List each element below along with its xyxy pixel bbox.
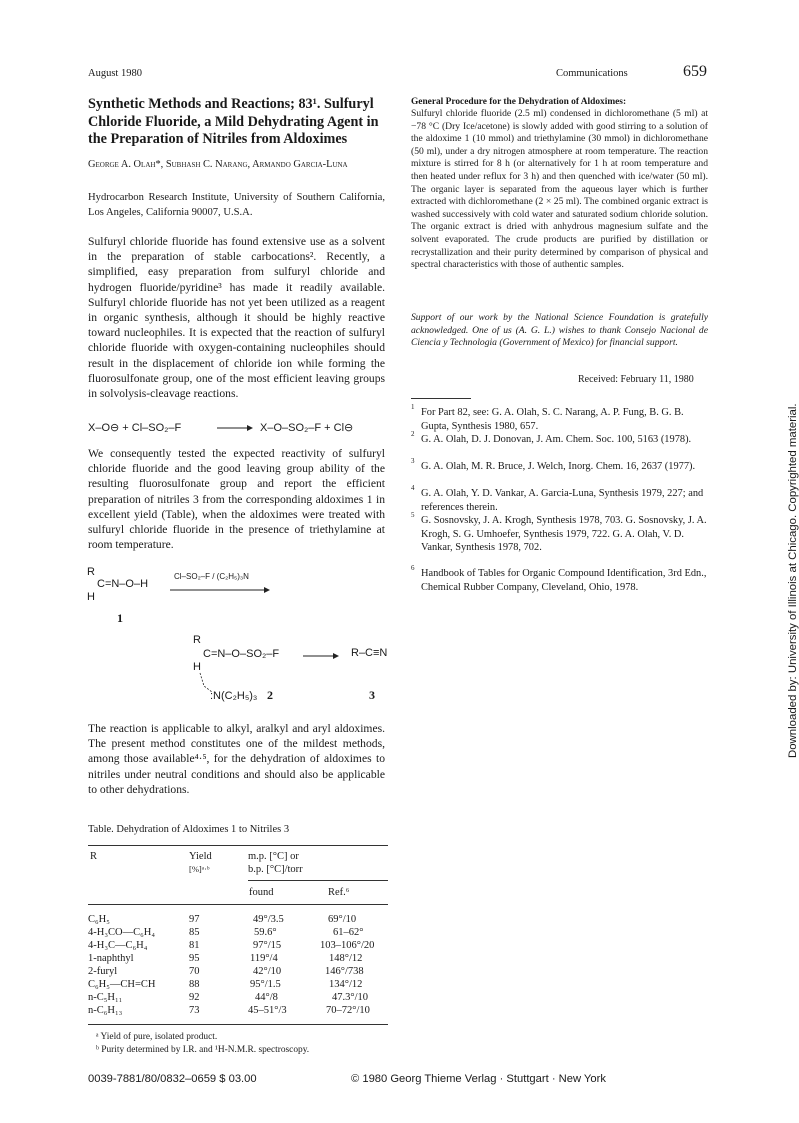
cell-found: 59.6° (254, 927, 277, 938)
col-header-mp: m.p. [°C] or (248, 851, 299, 862)
col-header-yield-unit: [%]ᵃ·ᵇ (189, 864, 210, 874)
col-header-ref: Ref.⁶ (328, 887, 350, 898)
cell-r: n-C₅H₁₁ (88, 992, 123, 1003)
procedure-heading: General Procedure for the Dehydration of Aldoximes: (411, 97, 627, 107)
reference-number: 3 (411, 457, 415, 465)
cell-found: 49°/3.5 (253, 914, 284, 925)
reference-text: Handbook of Tables for Organic Compound Identification, 3rd Edn., Chemical Rubber Company, Cleveland, Ohio, 1978. (421, 568, 707, 593)
cell-yield: 81 (189, 940, 200, 951)
cell-r: 2-furyl (88, 966, 118, 977)
col-header-yield: Yield (189, 851, 212, 862)
cell-yield: 85 (189, 927, 200, 938)
scheme-reagent: Cl–SO₂–F / (C₂H₅)₃N (174, 572, 249, 581)
reference-text: G. A. Olah, M. R. Bruce, J. Welch, Inorg. Chem. 16, 2637 (1977). (421, 461, 696, 472)
cell-found: 42°/10 (253, 966, 282, 977)
cell-r: n-C₆H₁₃ (88, 1005, 123, 1016)
intro-paragraph: Sulfuryl chloride fluoride has found extensive use as a solvent in the preparation of stable carbocations². Recently, a simplified, easy preparation from sulfuryl chloride and hydrogen fluoride/pyridine³ has made it readily available. Sulfuryl chloride fluoride has not yet been utilized as a reagent in organic synthesis, although it should be highly reactive toward nucleophiles. It is expected that the reaction of sulfuryl chloride fluoride with oxygen-containing nucleophiles should result in the displacement of chloride ion while forming the fluorosulfonate group, one of the most efficient leaving groups in solvolysis-cleavage reactions. (88, 235, 385, 401)
references-rule (411, 398, 471, 399)
cell-r: C₆H₅—CH=CH (88, 979, 156, 990)
copyright-line: © 1980 Georg Thieme Verlag · Stuttgart · New York (351, 1073, 606, 1085)
cell-ref: 69°/10 (328, 914, 357, 925)
cell-yield: 88 (189, 979, 200, 990)
table-row (88, 914, 388, 927)
reference-text: G. A. Olah, Y. D. Vankar, A. Garcia-Luna, Synthesis 1979, 227; and references therein. (421, 488, 704, 513)
reference-text: G. Sosnovsky, J. A. Krogh, Synthesis 1978, 703. G. Sosnovsky, J. A. Krogh, S. G. Umhoefer, Synthesis 1979, 722. G. A. Olah, V. D. Vankar, Synthesis 1978, 702. (421, 515, 707, 554)
table-bottom-rule (88, 1024, 388, 1025)
cell-yield: 95 (189, 953, 200, 964)
table-footnote-a: ᵃ Yield of pure, isolated product. (96, 1032, 218, 1042)
compound-label-1: 1 (117, 611, 123, 625)
page-number: 659 (683, 63, 707, 80)
col-header-found: found (249, 887, 274, 898)
affiliation: Hydrocarbon Research Institute, University of Southern California, Los Angeles, California 90007, U.S.A. (88, 192, 385, 218)
table-row (88, 992, 388, 1005)
electron-push-arrow-icon (199, 672, 213, 694)
table-subheader-rule (248, 880, 388, 881)
running-date: August 1980 (88, 68, 142, 79)
acknowledgment: Support of our work by the National Science Foundation is gratefully acknowledged. One of us (A. G. L.) wishes to thank Consejo Nacional de Ciencia y Technologia (Government of Mexico) for financial support. (411, 312, 708, 349)
table-header-rule (88, 904, 388, 905)
cell-found: 95°/1.5 (250, 979, 281, 990)
table-row (88, 953, 388, 966)
cell-ref: 61–62° (333, 927, 364, 938)
author-list: George A. Olah*, Subhash C. Narang, Armando Garcia-Luna (88, 159, 348, 170)
cell-yield: 97 (189, 914, 200, 925)
scheme-arrow-icon (170, 582, 270, 592)
cell-found: 45–51°/3 (248, 1005, 287, 1016)
results-paragraph: We consequently tested the expected reactivity of sulfuryl chloride fluoride and the good leaving group ability of the resulting fluorosulfonate group and report the efficient preparation of nitriles 3 from the corresponding aldoximes 1 in excellent yield (Table), when the aldoximes were treated with sulfuryl chloride fluoride in the presence of triethylamine at room temperature. (88, 447, 385, 552)
cell-r: 1-naphthyl (88, 953, 134, 964)
cell-ref: 47.3°/10 (332, 992, 368, 1003)
article-title: Synthetic Methods and Reactions; 83¹. Sulfuryl Chloride Fluoride, a Mild Dehydrating Agent in the Preparation of Nitriles from Aldoximes (88, 96, 379, 147)
cell-found: 44°/8 (255, 992, 278, 1003)
cell-ref: 148°/12 (329, 953, 363, 964)
cell-ref: 70–72°/10 (326, 1005, 370, 1016)
cell-ref: 103–106°/20 (320, 940, 375, 951)
cell-yield: 92 (189, 992, 200, 1003)
table-header-row-2 (88, 864, 388, 877)
table-row (88, 979, 388, 992)
reference-number: 1 (411, 403, 415, 411)
cell-ref: 134°/12 (329, 979, 363, 990)
table-header-row (88, 851, 388, 864)
cell-yield: 73 (189, 1005, 200, 1016)
reference-text: G. A. Olah, D. J. Donovan, J. Am. Chem. Soc. 100, 5163 (1978). (421, 434, 692, 445)
table-top-rule (88, 845, 388, 846)
cell-yield: 70 (189, 966, 200, 977)
intermediate-r-group: R (193, 634, 201, 646)
table-footnote-b: ᵇ Purity determined by I.R. and ¹H-N.M.R. spectroscopy. (96, 1045, 310, 1055)
reference-number: 5 (411, 511, 415, 519)
table-row (88, 927, 388, 940)
intermediate-structure: C=N–O–SO₂–F (203, 648, 280, 660)
cell-r: C₆H₅ (88, 914, 110, 925)
table-row (88, 966, 388, 979)
reference-number: 4 (411, 484, 415, 492)
cell-found: 97°/15 (253, 940, 282, 951)
equation-products: X–O–SO₂–F + Cl⊖ (260, 422, 354, 434)
article-code: 0039-7881/80/0832–0659 $ 03.00 (88, 1073, 257, 1085)
scheme-oxime-group: C=N–O–H (97, 578, 149, 590)
compound-label-2: 2 (267, 688, 273, 702)
compound-label-3: 3 (369, 688, 375, 702)
reference-number: 6 (411, 564, 415, 572)
scope-paragraph: The reaction is applicable to alkyl, aralkyl and aryl aldoximes. The present method constitutes one of the mildest methods, among those available⁴·⁵, for the dehydration of aldoximes to nitriles under neutral conditions and should also be applicable to other dehydrations. (88, 722, 385, 796)
reference-text: For Part 82, see: G. A. Olah, S. C. Narang, A. P. Fung, B. G. B. Gupta, Synthesis 1980, 657. (421, 407, 684, 432)
nitrile-product: R–C≡N (351, 647, 388, 659)
equation-reactants: X–O⊖ + Cl–SO₂–F (88, 422, 182, 434)
running-section: Communications (556, 68, 628, 79)
cell-found: 119°/4 (250, 953, 278, 964)
procedure-text: Sulfuryl chloride fluoride (2.5 ml) condensed in dichloromethane (5 ml) at −78 °C (Dry Ice/acetone) is slowly added with good stirring to a solution of the aldoxime 1 (10 mmol) and triethylamine (30 mmol) in dichloromethane (50 ml), under a dry nitrogen atmosphere at room temperature. The reaction mixture is stirred for 8 h (or alternatively for 1 h at room temperature and then heated under reflux for 3 h) and then quenched with ice/water (50 ml). The organic layer is separated from the aqueous layer which is further extracted with dichloromethane (2 × 25 ml). The combined organic extract is washed successively with cold water and saturated sodium chloride solution. The organic extract is dried with anhydrous magnesium sulfate and the solvent evaporated. The crude products are purified by distillation or recrystallization and their purity determined by comparison of physical and spectral characteristics with those of authentic samples. (411, 108, 708, 271)
download-watermark: Downloaded by: University of Illinois at Chicago. Copyrighted material. (787, 403, 799, 758)
table-header-row-3 (88, 887, 388, 900)
product-arrow-icon (303, 648, 339, 658)
table-row (88, 1005, 388, 1018)
reaction-arrow-icon (217, 421, 253, 433)
scheme-h-atom: H (87, 591, 95, 603)
scheme-r-group: R (87, 566, 95, 578)
reference-number: 2 (411, 430, 415, 438)
table-caption: Table. Dehydration of Aldoximes 1 to Nitriles 3 (88, 824, 290, 835)
col-header-r: R (90, 851, 98, 862)
col-header-bp: b.p. [°C]/torr (248, 864, 303, 875)
intermediate-h-atom: H (193, 661, 201, 673)
cell-r: 4-H₃C—C₆H₄ (88, 940, 148, 951)
table-row (88, 940, 388, 953)
triethylamine-base: :N(C₂H₅)₃ (210, 690, 258, 702)
cell-r: 4-H₃CO—C₆H₄ (88, 927, 155, 938)
received-date: Received: February 11, 1980 (578, 374, 694, 385)
cell-ref: 146°/738 (325, 966, 364, 977)
